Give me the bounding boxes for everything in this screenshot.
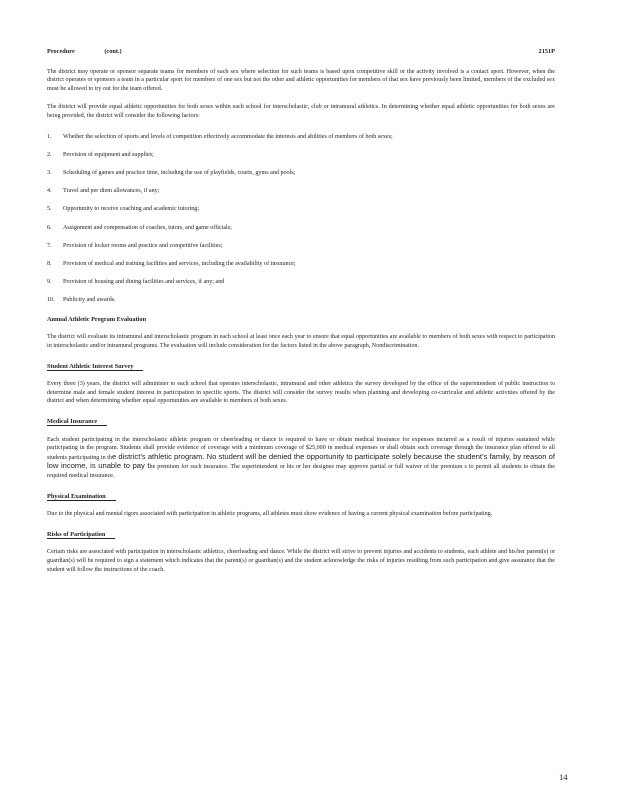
document-page: [47, 48, 555, 586]
risks-paragraph: Certain risks are associated with participation in interscholastic athletics, cheerleading and dance. While the district will strive to prevent injuries and accidents to students, each athlete and his/her parent(s) or guardian(s) will be required to sign a statement which indicates that the parent(s) or guardian(s) and the student acknowledge the risks of injuries resulting from such participation and give assurance that the student will follow the instructions of the coach.: [47, 549, 555, 573]
factor-list: [47, 133, 555, 305]
list-item: 8. Provision of medical and training facilities and services, including the availability of insurance;: [47, 260, 296, 267]
list-item: 7. Provision of locker rooms and practice and competitive facilities;: [47, 242, 223, 249]
section-heading-physical: Physical Examination: [47, 493, 555, 502]
list-item: 6. Assignment and compensation of coaches, tutors, and game officials;: [47, 224, 232, 231]
list-item: 4. Travel and per diem allowances, if any;: [47, 188, 160, 195]
physical-paragraph: Due to the physical and mental rigors associated with participation in athletic programs, all athletes must show evidence of having a current physical examination before participating.: [47, 511, 493, 518]
list-item: 5. Opportunity to receive coaching and academic tutoring;: [47, 206, 200, 213]
page-header: [47, 48, 555, 57]
evaluation-paragraph: The district will evaluate its intramural and interscholastic program in each school at least once each year to ensure that equal opportunities are available to members of both sexes with respect to participation in interscholastic and/or intramural programs. The evaluation will include consideration for the factors listed in the above paragraph, Nondiscrimination.: [47, 334, 555, 350]
procedure-label: Procedure: [47, 48, 75, 55]
policy-number: 2151P: [538, 48, 555, 55]
list-item: 10. Publicity and awards.: [47, 297, 116, 304]
intro-paragraph-1: The district may operate or sponsor separate teams for members of each sex where selection for such teams is based upon competitive skill or the activity involved is a contact sport. However, when the district operates or sponsors a team in a particular sport for members of one sex but not the other and athletic opportunities for members of that sex have previously been limited, members of the excluded sex must be allowed to try out for the team offered.: [47, 68, 555, 92]
section-heading-insurance: Medical Insurance: [47, 418, 555, 427]
insurance-enlarged-text: e district’s athletic program. No student will be denied the opportunity to participate solely because the student’s family, by reason of low income, is unable to pay t: [47, 451, 555, 471]
list-item: 2. Provision of equipment and supplies;: [47, 151, 154, 158]
section-heading-survey: Student Athletic Interest Survey: [47, 363, 555, 372]
section-heading-risks: Risks of Participation: [47, 531, 555, 540]
list-item: 3. Scheduling of games and practice time, including the use of playfields, courts, gyms and pools;: [47, 169, 296, 176]
cont-label: (cont.): [104, 48, 122, 55]
list-item: 9. Provision of housing and dining facilities and services, if any; and: [47, 279, 225, 286]
survey-paragraph: Every three (3) years, the district will administer to each school that operates interscholastic, intramural and other athletics the survey developed by the office of the superintendent of public instruction to determine male and female student interest in participation in specific sports. The district will consider the survey results when planning and developing co-curricular and athletic activities offered by the district and when determining whether equal opportunities are available to members of both sexes.: [47, 381, 555, 405]
list-item: 1. Whether the selection of sports and levels of competition effectively accommodate the interests and abilities of members of both sexes;: [47, 133, 393, 140]
intro-paragraph-2: The district will provide equal athletic opportunities for both sexes within each school for interscholastic, club or intramural athletics. In determining whether equal athletic opportunities for both sexes are being provided, the district will consider the following factors:: [47, 104, 555, 119]
insurance-paragraph: Each student participating in the interscholastic athletic program or cheerleading or dance is required to have or obtain medical insurance for expenses incurred as a result of injuries sustained while participating in the program. Students shall provide evidence of coverage with a minimum coverage of $25,000 in medical expenses or shall obtain such coverage through the insurance plan offered to all students participating in the district’s athletic program. No student will be denied the opportunity to participate solely because the student’s family, by reason of low income, is unable to pay the premium for such insurance. The superintendent or his or her designee may approve partial or full waiver of the premium s to permit all students to obtain the required medical insurance.: [47, 436, 555, 479]
page-number: 14: [559, 772, 568, 782]
section-heading-evaluation: Annual Athletic Program Evaluation: [47, 315, 147, 323]
